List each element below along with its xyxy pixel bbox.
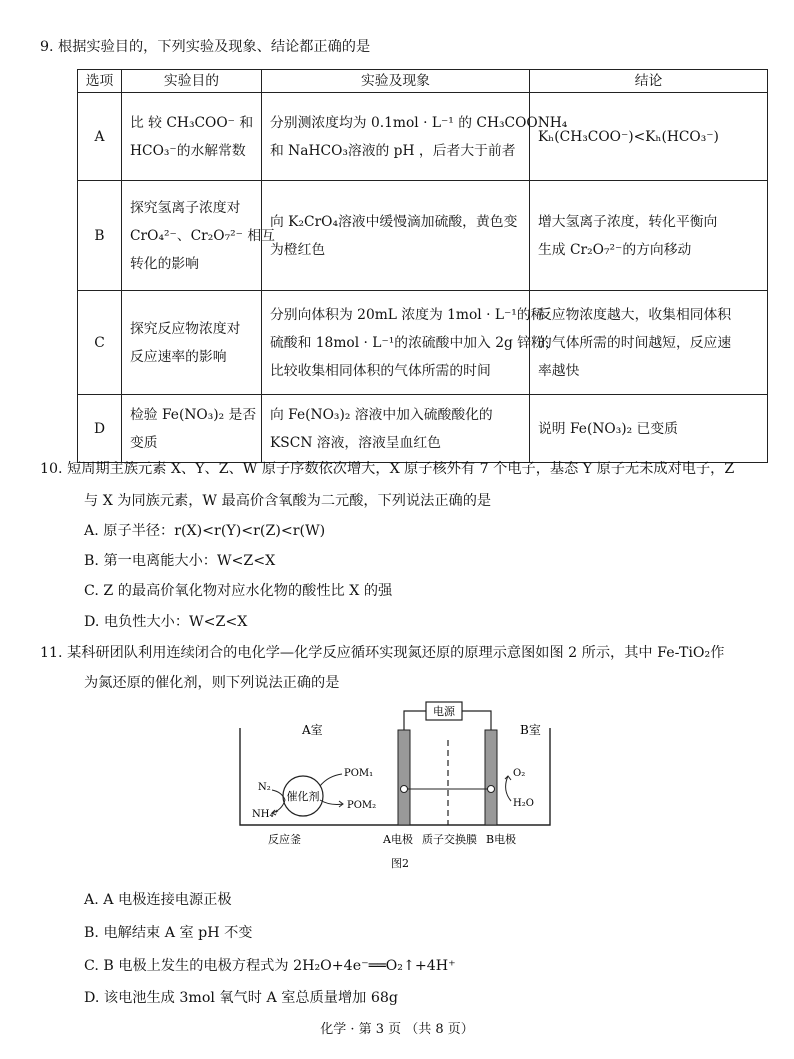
page-footer: 化学 · 第 3 页 （共 8 页）: [320, 1022, 474, 1037]
electrode-b-label: B电极: [486, 833, 517, 846]
room-a-label: A室: [302, 723, 323, 737]
cell-tank: [240, 728, 550, 825]
row-a-phenomenon: 分别测浓度均为 0.1mol · L⁻¹ 的 CH₃COONH₄ 和 NaHCO₃溶液的 pH ，后者大于前者: [262, 93, 530, 181]
header-purpose: 实验目的: [122, 70, 262, 93]
q11-option-d: D. 该电池生成 3mol 氧气时 A 室总质量增加 68g: [84, 990, 399, 1006]
row-b-phenomenon: 向 K₂CrO₄溶液中缓慢滴加硫酸，黄色变 为橙红色: [262, 181, 530, 291]
header-option: 选项: [78, 70, 122, 93]
row-c-phenomenon: 分别向体积为 20mL 浓度为 1mol · L⁻¹的稀 硫酸和 18mol · L⁻¹的浓硫酸中加入 2g 锌粉， 比较收集相同体积的气体所需的时间: [262, 291, 530, 395]
table-header-row: [78, 70, 768, 93]
q10-option-c: C. Z 的最高价氧化物对应水化物的酸性比 X 的强: [84, 583, 393, 599]
row-c-conclusion: 反应物浓度越大，收集相同体积 的气体所需的时间越短，反应速 率越快: [530, 291, 768, 395]
n2-label: N₂: [258, 782, 271, 793]
row-c-purpose: 探究反应物浓度对 反应速率的影响: [122, 291, 262, 395]
membrane-label: 质子交换膜: [422, 833, 477, 846]
table-row-b: [78, 181, 768, 291]
q9-stem: 9. 根据实验目的，下列实验及现象、结论都正确的是: [40, 39, 371, 55]
q11-option-a: A. A 电极连接电源正极: [84, 892, 232, 908]
row-a-purpose: 比 较 CH₃COO⁻ 和 HCO₃⁻的水解常数: [122, 93, 262, 181]
q11-stem-line1: 11. 某科研团队利用连续闭合的电化学—化学反应循环实现氮还原的原理示意图如图 2 所示，其中 Fe-TiO₂作: [40, 645, 725, 661]
electrolysis-figure: [230, 700, 570, 875]
nh4-label: NH₄⁺: [252, 809, 279, 820]
electrode-a-node: [401, 786, 408, 793]
power-source-label: 电源: [433, 705, 455, 718]
wire-right: [462, 711, 491, 732]
header-phenomenon: 实验及现象: [262, 70, 530, 93]
q11-option-b: B. 电解结束 A 室 pH 不变: [84, 925, 253, 941]
o2-label: O₂: [513, 768, 526, 779]
row-a-option: A: [78, 93, 122, 181]
row-b-purpose: 探究氢离子浓度对 CrO₄²⁻、Cr₂O₇²⁻ 相互 转化的影响: [122, 181, 262, 291]
electrode-b: [485, 730, 497, 825]
room-b-label: B室: [520, 723, 541, 737]
row-a-conclusion: Kₕ(CH₃COO⁻)<Kₕ(HCO₃⁻): [530, 93, 768, 181]
q11-stem-line2: 为氮还原的催化剂，则下列说法正确的是: [84, 675, 340, 691]
catalyst-label: 催化剂: [286, 790, 320, 803]
figure-caption: 图2: [391, 857, 409, 870]
table-row-d: [78, 395, 768, 463]
electrode-a: [398, 730, 410, 825]
electrode-b-node: [488, 786, 495, 793]
wire-left: [404, 711, 426, 732]
pom1-label: POM₁: [344, 768, 374, 779]
reactor-label: 反应釜: [268, 833, 301, 846]
table-row-a: [78, 93, 768, 181]
q10-stem-line1: 10. 短周期主族元素 X、Y、Z、W 原子序数依次增大，X 原子核外有 7 个电子，基态 Y 原子无未成对电子，Z: [40, 461, 735, 477]
q10-stem-line2: 与 X 为同族元素，W 最高价含氧酸为二元酸，下列说法正确的是: [84, 493, 492, 509]
q10-option-b: B. 第一电离能大小：W<Z<X: [84, 553, 276, 569]
h2o-label: H₂O: [513, 798, 534, 809]
q11-option-c: C. B 电极上发生的电极方程式为 2H₂O+4e⁻══O₂↑+4H⁺: [84, 958, 456, 974]
header-conclusion: 结论: [530, 70, 768, 93]
table-row-c: [78, 291, 768, 395]
row-d-phenomenon: 向 Fe(NO₃)₂ 溶液中加入硫酸酸化的 KSCN 溶液，溶液呈血红色: [262, 395, 530, 463]
pom2-arrow: [320, 800, 343, 805]
electrode-a-label: A电极: [383, 833, 413, 846]
q10-option-d: D. 电负性大小：W<Z<X: [84, 614, 248, 630]
row-c-option: C: [78, 291, 122, 395]
row-b-conclusion: 增大氢离子浓度，转化平衡向 生成 Cr₂O₇²⁻的方向移动: [530, 181, 768, 291]
q10-option-a: A. 原子半径：r(X)<r(Y)<r(Z)<r(W): [84, 523, 326, 539]
pom2-label: POM₂: [347, 800, 377, 811]
experiment-table: [77, 69, 768, 463]
row-d-purpose: 检验 Fe(NO₃)₂ 是否 变质: [122, 395, 262, 463]
row-d-option: D: [78, 395, 122, 463]
pom1-arrow: [320, 774, 342, 786]
row-d-conclusion: 说明 Fe(NO₃)₂ 已变质: [530, 395, 768, 463]
row-b-option: B: [78, 181, 122, 291]
